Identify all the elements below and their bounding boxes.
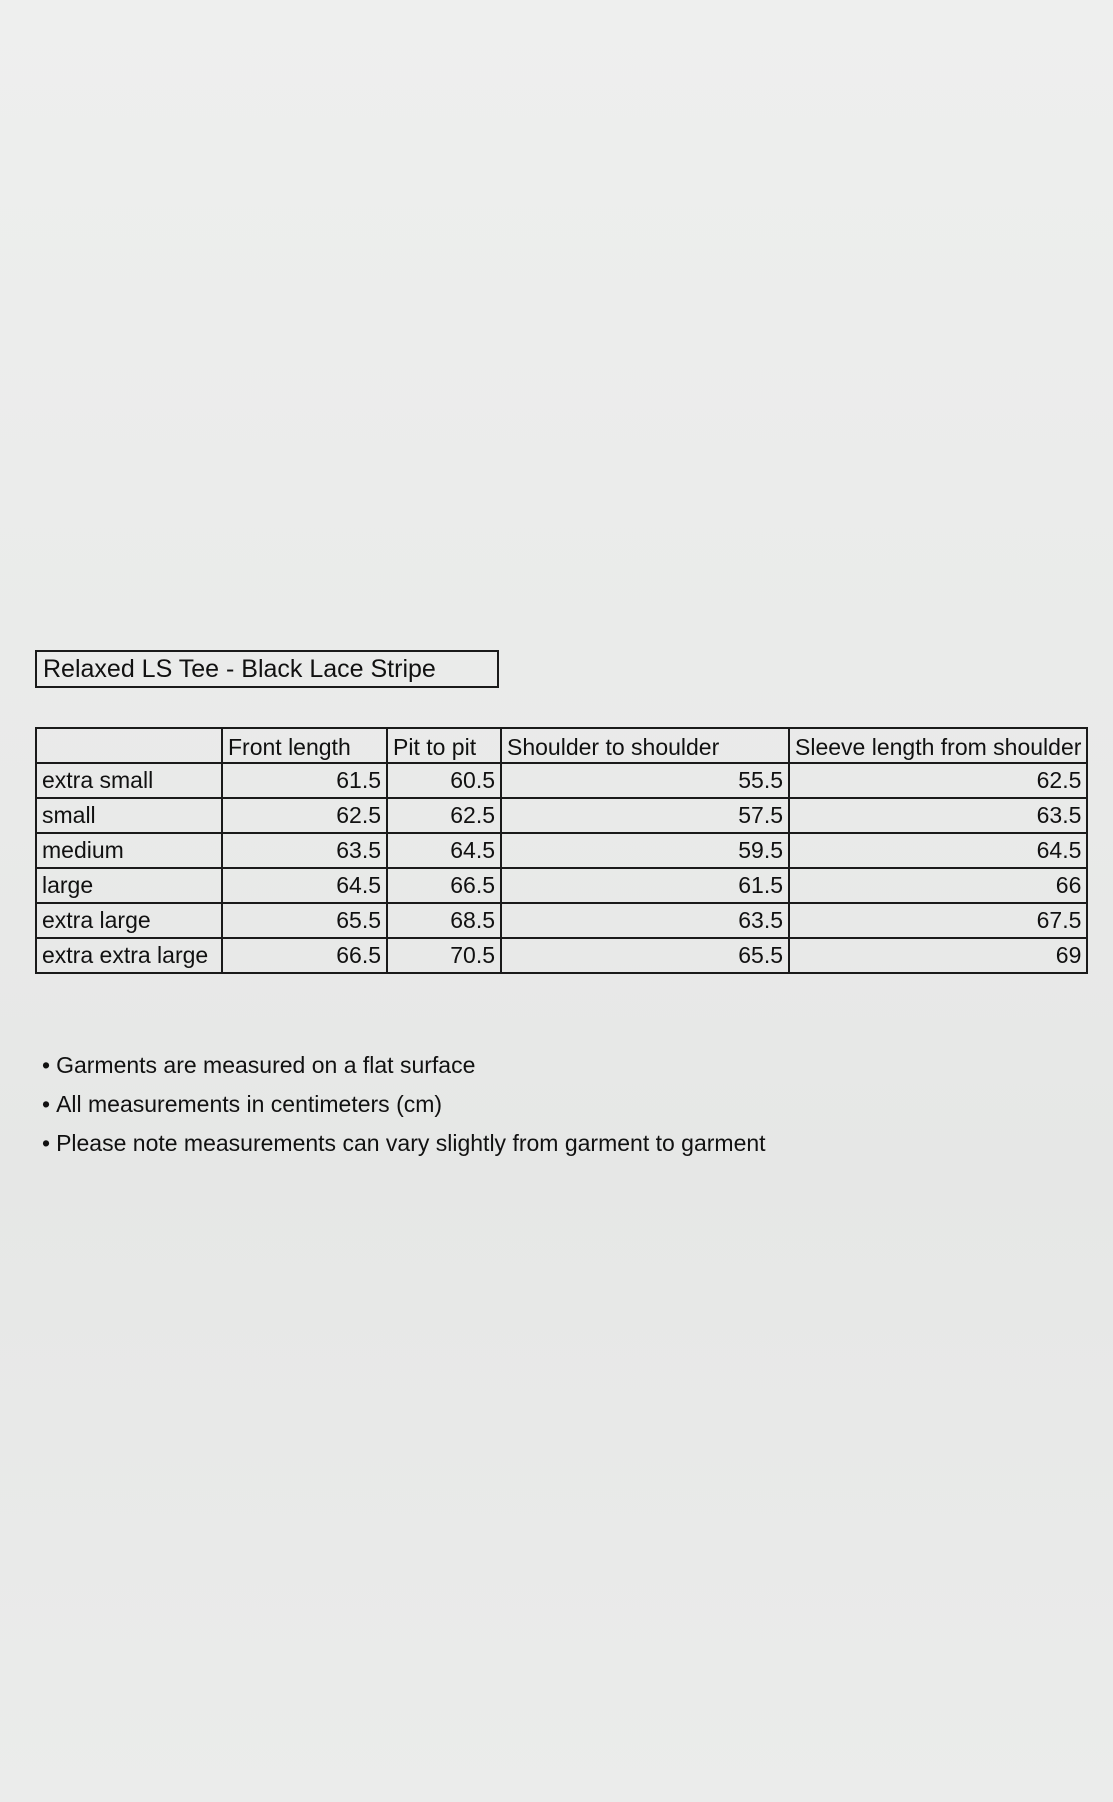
table-row: [36, 868, 1087, 903]
sleeve-cell: 66: [789, 868, 1087, 903]
front-length-cell: 65.5: [222, 903, 387, 938]
pit-to-pit-cell: 64.5: [387, 833, 501, 868]
front-length-cell: 66.5: [222, 938, 387, 973]
note-item: [42, 1046, 766, 1085]
pit-to-pit-cell: 60.5: [387, 763, 501, 798]
shoulder-cell: 65.5: [501, 938, 789, 973]
front-length-cell: 62.5: [222, 798, 387, 833]
shoulder-cell: 61.5: [501, 868, 789, 903]
header-cell-size: [36, 728, 222, 763]
note-item: [42, 1124, 766, 1163]
table-row: [36, 938, 1087, 973]
pit-to-pit-cell: 62.5: [387, 798, 501, 833]
note-text: Please note measurements can vary slightly from garment to garment: [56, 1130, 766, 1156]
shoulder-cell: 63.5: [501, 903, 789, 938]
shoulder-cell: 59.5: [501, 833, 789, 868]
table-row: [36, 903, 1087, 938]
sleeve-cell: 69: [789, 938, 1087, 973]
bullet-icon: •: [42, 1130, 51, 1156]
note-item: [42, 1085, 766, 1124]
table-header-row: [36, 728, 1087, 763]
table-row: [36, 763, 1087, 798]
sleeve-cell: 64.5: [789, 833, 1087, 868]
sleeve-cell: 62.5: [789, 763, 1087, 798]
front-length-cell: 61.5: [222, 763, 387, 798]
header-cell-shoulder-to-shoulder: Shoulder to shoulder: [501, 728, 789, 763]
size-label-cell: small: [36, 798, 222, 833]
table-row: [36, 833, 1087, 868]
size-label-cell: extra small: [36, 763, 222, 798]
size-label-cell: extra large: [36, 903, 222, 938]
table-row: [36, 798, 1087, 833]
header-cell-front-length: Front length: [222, 728, 387, 763]
note-text: Garments are measured on a flat surface: [56, 1052, 476, 1078]
size-table-wrapper: [35, 727, 1088, 974]
front-length-cell: 64.5: [222, 868, 387, 903]
size-label-cell: extra extra large: [36, 938, 222, 973]
pit-to-pit-cell: 66.5: [387, 868, 501, 903]
shoulder-cell: 55.5: [501, 763, 789, 798]
sleeve-cell: 63.5: [789, 798, 1087, 833]
size-label-cell: large: [36, 868, 222, 903]
product-title: Relaxed LS Tee - Black Lace Stripe: [43, 654, 436, 683]
bullet-icon: •: [42, 1091, 51, 1117]
pit-to-pit-cell: 68.5: [387, 903, 501, 938]
product-title-box: [35, 650, 499, 688]
header-cell-pit-to-pit: Pit to pit: [387, 728, 501, 763]
front-length-cell: 63.5: [222, 833, 387, 868]
pit-to-pit-cell: 70.5: [387, 938, 501, 973]
shoulder-cell: 57.5: [501, 798, 789, 833]
header-cell-sleeve-length: Sleeve length from shoulder: [789, 728, 1087, 763]
note-text: All measurements in centimeters (cm): [56, 1091, 443, 1117]
size-table: [35, 727, 1088, 974]
size-label-cell: medium: [36, 833, 222, 868]
sleeve-cell: 67.5: [789, 903, 1087, 938]
bullet-icon: •: [42, 1052, 51, 1078]
measurement-notes: [42, 1046, 766, 1163]
